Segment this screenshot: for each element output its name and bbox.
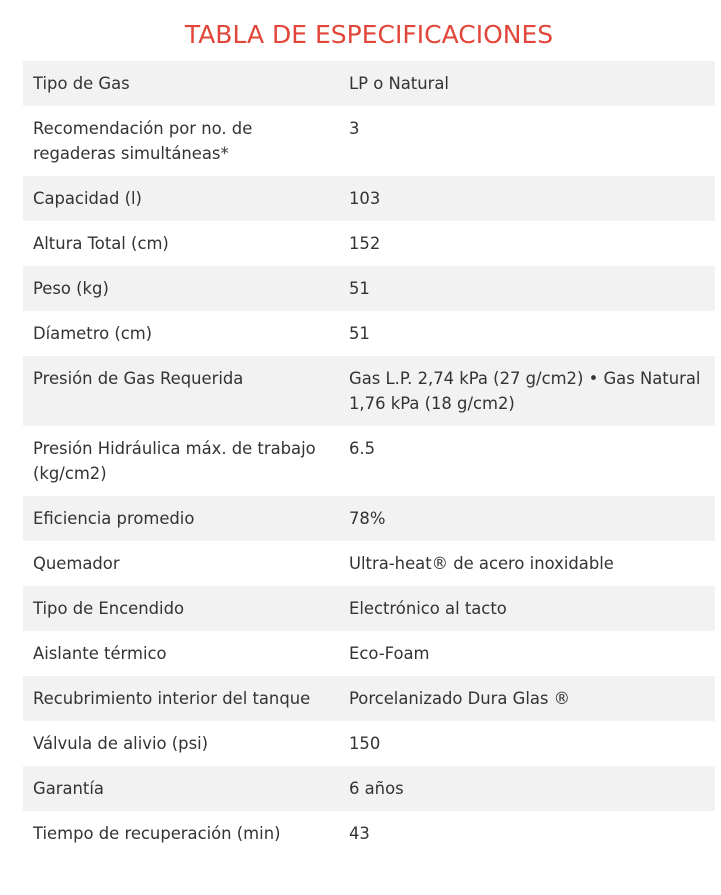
- spec-value: Gas L.P. 2,74 kPa (27 g/cm2) • Gas Natural 1,76 kPa (18 g/cm2): [339, 356, 715, 426]
- spec-value: 78%: [339, 496, 715, 541]
- spec-value: 150: [349, 734, 381, 753]
- spec-label: Válvula de alivio (psi): [33, 734, 209, 753]
- table-row: [23, 221, 715, 266]
- spec-label: Altura Total (cm): [33, 234, 169, 253]
- table-row: [23, 106, 715, 176]
- spec-value: LP o Natural: [339, 61, 715, 106]
- spec-value: 6 años: [339, 766, 715, 811]
- specifications-table-body: [23, 61, 715, 856]
- spec-value: Eco-Foam: [349, 644, 430, 663]
- spec-value: Porcelanizado Dura Glas ®: [339, 676, 715, 721]
- table-row: [23, 356, 715, 426]
- spec-value: Electrónico al tacto: [339, 586, 715, 631]
- spec-label: Recubrimiento interior del tanque: [23, 676, 339, 721]
- table-row: [23, 496, 715, 541]
- specifications-table: [23, 61, 715, 856]
- spec-label: Peso (kg): [23, 266, 339, 311]
- spec-label: Díametro (cm): [33, 324, 153, 343]
- spec-value: Ultra-heat® de acero inoxidable: [349, 554, 614, 573]
- table-row: [23, 541, 715, 586]
- table-row: [23, 426, 715, 496]
- spec-label: Aislante térmico: [33, 644, 167, 663]
- spec-value: 43: [349, 824, 370, 843]
- spec-value: 3: [349, 119, 360, 138]
- spec-label: Tiempo de recuperación (min): [33, 824, 281, 843]
- table-row: [23, 676, 715, 721]
- table-row: [23, 266, 715, 311]
- spec-label: Quemador: [33, 554, 120, 573]
- page-title: TABLA DE ESPECIFICACIONES: [184, 20, 554, 49]
- table-row: [23, 721, 715, 766]
- table-row: [23, 61, 715, 106]
- table-row: [23, 811, 715, 856]
- spec-value: 103: [339, 176, 715, 221]
- spec-value: 51: [349, 324, 370, 343]
- table-row: [23, 766, 715, 811]
- spec-label: Capacidad (l): [23, 176, 339, 221]
- spec-label: Tipo de Encendido: [23, 586, 339, 631]
- spec-label: Eficiencia promedio: [23, 496, 339, 541]
- table-row: [23, 631, 715, 676]
- table-row: [23, 586, 715, 631]
- spec-value: 51: [339, 266, 715, 311]
- spec-label: Tipo de Gas: [23, 61, 339, 106]
- spec-label: Presión Hidráulica máx. de trabajo (kg/cm2): [33, 439, 316, 483]
- spec-value: 152: [349, 234, 381, 253]
- table-row: [23, 311, 715, 356]
- table-row: [23, 176, 715, 221]
- spec-label: Presión de Gas Requerida: [23, 356, 339, 426]
- spec-label: Garantía: [23, 766, 339, 811]
- spec-label: Recomendación por no. de regaderas simultáneas*: [33, 119, 253, 163]
- spec-value: 6.5: [349, 439, 376, 458]
